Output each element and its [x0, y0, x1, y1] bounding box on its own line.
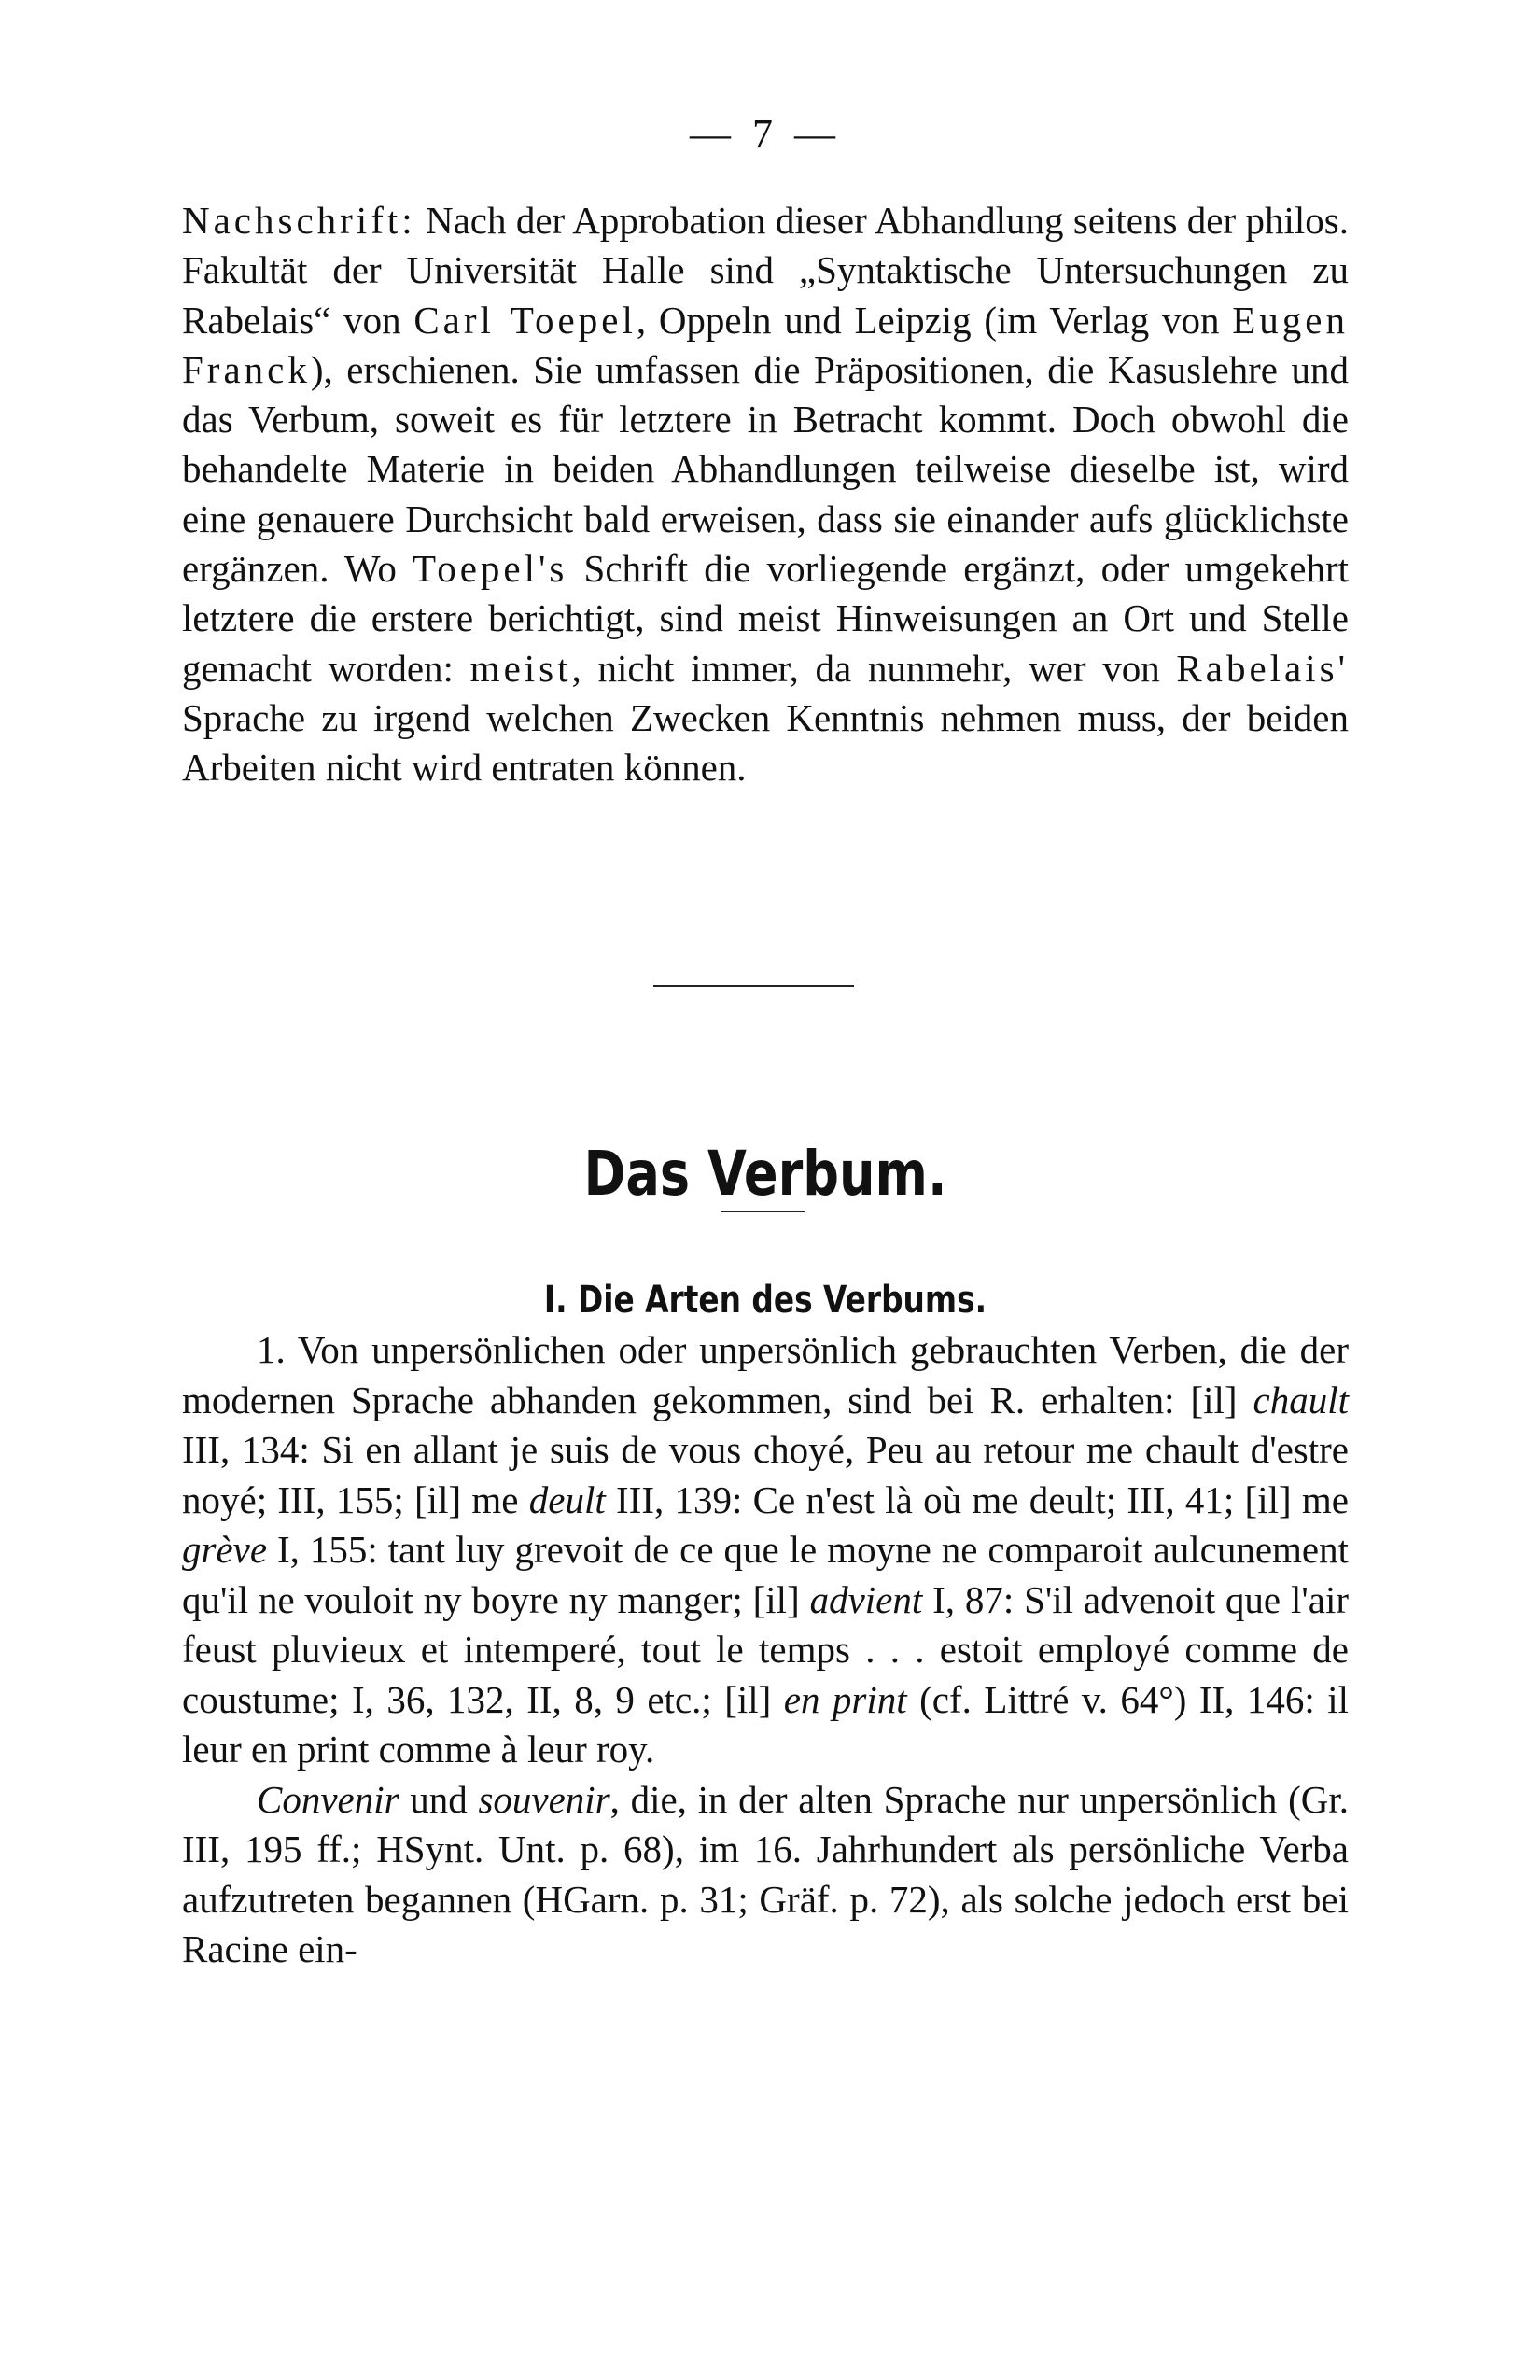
postscript-text-4: Schrift die vorliegende ergänzt, oder umgekehrt letztere die erstere berichtigt, sind meist Hinweisungen an Ort und Stelle gemacht worden:	[182, 547, 1349, 690]
p2-text-1: und	[399, 1777, 479, 1821]
p1-term-en-print: en print	[783, 1677, 907, 1721]
postscript-text-6: Sprache zu irgend welchen Zwecken Kenntnis nehmen muss, der beiden Arbeiten nicht wird entraten können.	[182, 695, 1349, 790]
p1-text-2: III, 134: Si en allant je suis de vous choyé, Peu au retour me chault d'estre noyé; III, 155; [il] me	[182, 1428, 1349, 1521]
p2-term-souvenir: souvenir	[478, 1777, 610, 1821]
postscript-text-5: , nicht immer, da nunmehr, wer von	[571, 646, 1177, 690]
p1-term-advient: advient	[809, 1577, 923, 1621]
section-divider	[653, 985, 854, 987]
p1-text-6: (cf. Littré v. 64°) II, 146: il leur en print comme à leur roy.	[182, 1677, 1349, 1771]
p1-term-chault: chault	[1253, 1378, 1349, 1421]
postscript-author: Carl Toepel	[413, 298, 637, 342]
section-subheading: I. Die Arten des Verbums.	[543, 1279, 987, 1323]
p1-text-3: III, 139: Ce n'est là où me deult; III, 41; [il] me	[605, 1477, 1349, 1521]
p1-term-deult: deult	[528, 1477, 606, 1521]
postscript-toepel-name: Toepel's	[413, 547, 568, 591]
paragraph-1	[182, 1325, 1349, 1775]
postscript-text-2: , Oppeln und Leipzig (im Verlag von	[636, 298, 1233, 342]
chapter-heading: Das Verbum.	[583, 1138, 947, 1211]
postscript-paragraph	[182, 196, 1349, 793]
page-number: — 7 —	[690, 111, 841, 157]
body-text	[182, 1325, 1349, 1975]
p1-term-greve: grève	[182, 1528, 268, 1571]
postscript-text-1: Nach der Approbation dieser Abhandlung seitens der philos. Fakultät der Universität Halle sind „Syntaktische Untersuchungen zu Rabelais“ von	[182, 199, 1349, 342]
p1-text-5: I, 87: S'il advenoit que l'air feust pluvieux et intemperé, tout le temps . . . estoit employé comme de coustume; I, 36, 132, II, 8, 9 etc.; [il]	[182, 1577, 1349, 1721]
heading-divider	[721, 1211, 805, 1212]
postscript-publisher: Eugen Franck	[182, 298, 1349, 391]
p2-term-convenir: Convenir	[257, 1777, 399, 1821]
p1-text-4: I, 155: tant luy grevoit de ce que le moyne ne comparoit aulcunement qu'il ne vouloit ny boyre ny manger; [il]	[182, 1528, 1349, 1621]
p1-text-1: 1. Von unpersönlichen oder unpersönlich gebrauchten Verben, die der modernen Sprache abhanden gekommen, sind bei R. erhalten: [il]	[182, 1328, 1349, 1421]
postscript-rabelais-name: Rabelais'	[1176, 646, 1349, 690]
paragraph-2	[182, 1775, 1349, 1975]
postscript-label: Nachschrift:	[182, 199, 416, 242]
p2-text-2: , die, in der alten Sprache nur unpersönlich (Gr. III, 195 ff.; HSynt. Unt. p. 68), im 16. Jahrhundert als persönliche Verba aufzutreten begannen (HGarn. p. 31; Gräf. p. 72), als solche jedoch erst bei Racine ein-	[182, 1777, 1349, 1970]
postscript-text-3: ), erschienen. Sie umfassen die Präpositionen, die Kasuslehre und das Verbum, soweit es für letztere in Betracht kommt. Doch obwohl die behandelte Materie in beiden Abhandlungen teilweise dieselbe ist, wird eine genauere Durchsicht bald erweisen, dass sie einander aufs glücklichste ergänzen. Wo	[182, 347, 1349, 591]
postscript-meist: meist	[469, 646, 572, 690]
